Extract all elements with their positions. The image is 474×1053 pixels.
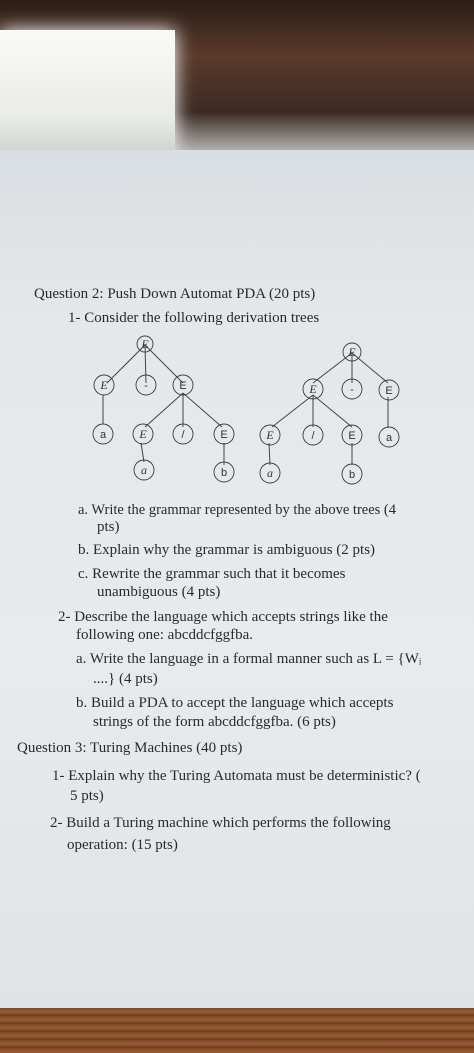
right-tree-root-node: [343, 343, 361, 361]
right-tree-node-a2: [260, 463, 280, 483]
question-2-2a-line2: ....} (4 pts): [93, 671, 158, 687]
right-tree-node-slash: [303, 425, 323, 445]
question-2-2b-line1: b. Build a PDA to accept the language which accepts: [76, 695, 394, 711]
question-3-item-2-line2: operation: (15 pts): [67, 837, 178, 853]
question-3-item-1-line2: 5 pts): [70, 788, 104, 804]
left-tree-node-e2: [173, 375, 193, 395]
left-tree-node-a2-label: a: [141, 463, 147, 477]
left-tree-node-e4: [214, 424, 234, 444]
question-2-2b-line2: strings of the form abcddcfggfba. (6 pts): [93, 714, 336, 730]
right-tree-root-node-label: E: [348, 345, 356, 359]
right-tree-node-a2-label: a: [267, 466, 273, 480]
left-tree-node-b-label: b: [220, 467, 228, 479]
right-tree-node-b-label: b: [348, 469, 356, 481]
question-3-title: Question 3: Turing Machines (40 pts): [17, 740, 243, 756]
right-tree-node-e1-label: E: [309, 382, 317, 396]
left-tree-node-a1: [93, 424, 113, 444]
right-tree-node-a1-label: a: [385, 432, 393, 444]
left-tree-node-e3: [133, 424, 153, 444]
right-tree-node-e3-label: E: [266, 428, 274, 442]
left-tree-node-e1: [94, 375, 114, 395]
left-tree-node-minus-label: -: [144, 380, 148, 392]
right-tree-node-a1: [379, 427, 399, 447]
question-2-1c-line2: unambiguous (4 pts): [97, 584, 221, 600]
question-2-title: Question 2: Push Down Automat PDA (20 pts): [34, 286, 316, 302]
question-2-item-2-line1: 2- Describe the language which accepts strings like the: [58, 609, 388, 625]
right-tree-node-e4: [342, 425, 362, 445]
right-tree-node-slash-label: /: [311, 430, 315, 442]
left-tree-node-e3-label: E: [139, 427, 147, 441]
question-2-item-1: 1- Consider the following derivation trees: [68, 310, 320, 326]
left-tree-root-node: [137, 336, 153, 352]
right-tree-node-e2-label: E: [385, 385, 393, 397]
question-3-item-2-line1: 2- Build a Turing machine which performs the following: [50, 815, 391, 831]
right-tree-node-e3: [260, 425, 280, 445]
question-2-1a-line1: a. Write the grammar represented by the above trees (4: [78, 502, 397, 518]
question-2-item-2-line2: following one: abcddcfggfba.: [76, 627, 254, 643]
right-tree-node-b: [342, 464, 362, 484]
left-tree-node-e2-label: E: [179, 380, 187, 392]
question-2-1a-line2: pts): [97, 519, 120, 535]
left-tree-node-e1-label: E: [100, 378, 108, 392]
left-tree-node-a2: [134, 460, 154, 480]
right-tree-node-minus-label: -: [350, 384, 354, 396]
question-3-item-1-line1: 1- Explain why the Turing Automata must be deterministic? (: [52, 768, 421, 784]
left-tree-node-a1-label: a: [99, 429, 107, 441]
left-tree-node-e4-label: E: [220, 429, 228, 441]
left-tree-root-node-label: E: [141, 337, 149, 351]
question-2-2a-line1: a. Write the language in a formal manner such as L = {Wᵢ: [76, 651, 422, 667]
left-tree-node-slash-label: /: [181, 429, 185, 441]
right-tree-node-e2: [379, 380, 399, 400]
question-2-1b: b. Explain why the grammar is ambiguous (2 pts): [78, 542, 376, 558]
right-tree-node-e4-label: E: [348, 430, 356, 442]
question-2-1c-line1: c. Rewrite the grammar such that it becomes: [78, 566, 346, 582]
